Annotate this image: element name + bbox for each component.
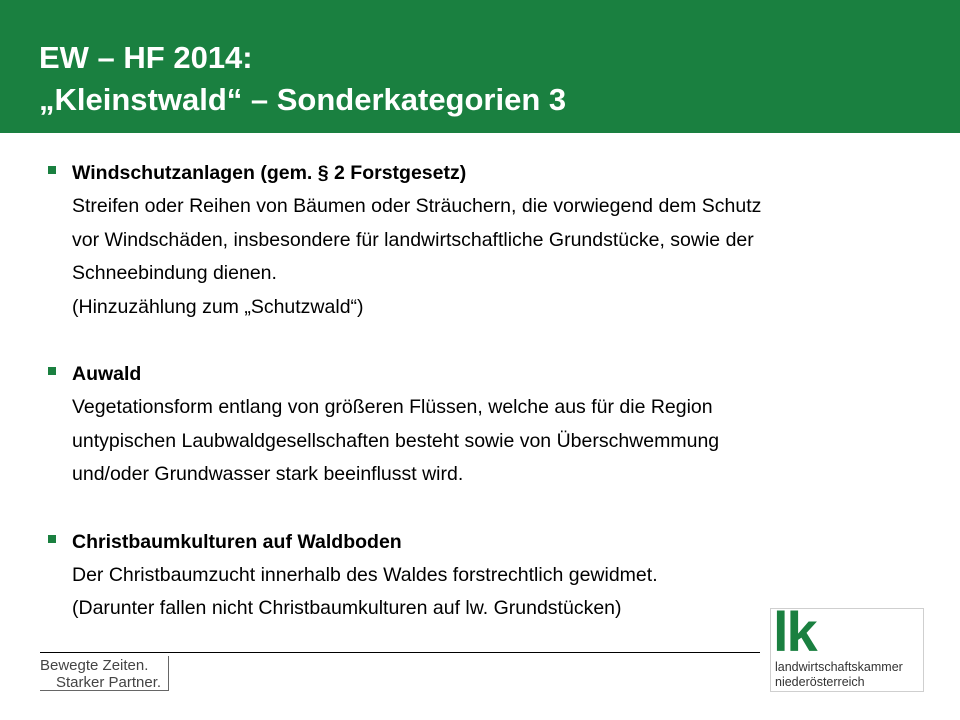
tagline-line-1: Bewegte Zeiten. — [40, 657, 149, 674]
footer-divider — [40, 652, 760, 653]
bullet-text-line: vor Windschäden, insbesondere für landwirtschaftliche Grundstücke, sowie der — [72, 228, 754, 251]
bullet-heading: Auwald — [72, 363, 142, 385]
bullet-text-line: Vegetationsform entlang von größeren Flüssen, welche aus für die Region — [72, 396, 713, 418]
square-bullet-icon — [48, 367, 56, 375]
logo-text-line-2: niederösterreich — [775, 675, 865, 689]
bullet-text-line: Der Christbaumzucht innerhalb des Waldes forstrechtlich gewidmet. — [72, 563, 658, 586]
logo-text-line-1: landwirtschaftskammer — [775, 660, 903, 674]
lk-logo-mark: lk — [773, 600, 816, 663]
bullet-item-windschutzanlagen — [48, 157, 938, 324]
bullet-text-line: und/oder Grundwasser stark beeinflusst wird. — [72, 463, 464, 485]
title-banner — [0, 0, 960, 133]
bullet-text-line: (Darunter fallen nicht Christbaumkulturen auf lw. Grundstücken) — [72, 597, 622, 619]
square-bullet-icon — [48, 535, 56, 543]
lk-logo — [770, 600, 924, 692]
slide-title-line-1: EW – HF 2014: — [39, 40, 253, 75]
square-bullet-icon — [48, 166, 56, 174]
bullet-item-auwald — [48, 358, 938, 492]
bullet-heading: Christbaumkulturen auf Waldboden — [72, 530, 402, 553]
bullet-text-line: Streifen oder Reihen von Bäumen oder Sträuchern, die vorwiegend dem Schutz — [72, 195, 762, 217]
bullet-text-line: Schneebindung dienen. — [72, 262, 277, 284]
tagline-line-2: Starker Partner. — [56, 674, 162, 691]
bullet-heading: Windschutzanlagen (gem. § 2 Forstgesetz) — [72, 162, 467, 184]
slide-title — [39, 37, 566, 121]
bullet-list — [48, 157, 938, 660]
bullet-text-line: untypischen Laubwaldgesellschaften besteht sowie von Überschwemmung — [72, 429, 720, 452]
footer-tagline — [40, 656, 169, 691]
slide-title-line-2: „Kleinstwald“ – Sonderkategorien 3 — [39, 82, 567, 117]
bullet-text-line: (Hinzuzählung zum „Schutzwald“) — [72, 295, 364, 318]
